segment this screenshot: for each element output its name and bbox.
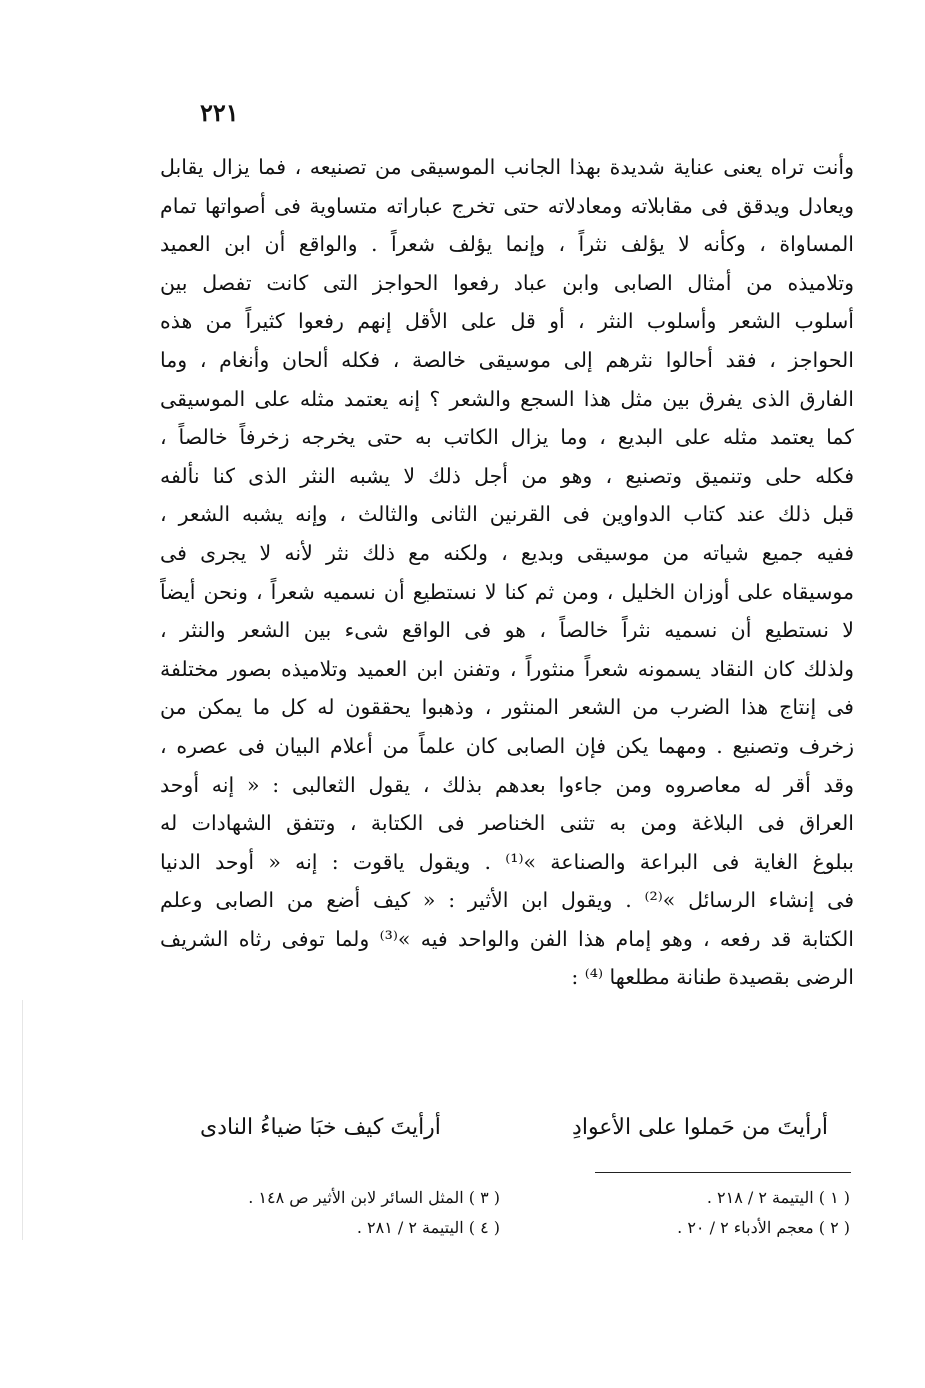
footnotes: [200, 1183, 850, 1243]
footnote-2: ( ٢ ) معجم الأدباء ٢ / ٢٠ .: [677, 1218, 850, 1237]
text-line: فى إنشاء الرسائل »⁽²⁾ . ويقول ابن الأثير : « كيف أضع من الصابى وعلم: [160, 888, 854, 913]
body-text: [160, 148, 854, 997]
text-line: الفارق الذى يفرق بين مثل هذا السجع والشعر ؟ إنه يعتمد مثله على الموسيقى: [160, 386, 854, 411]
footnote-divider: [595, 1172, 851, 1173]
scan-margin-line: [22, 1000, 23, 1240]
text-line: لا نستطيع أن نسميه نثراً خالصاً ، هو فى الواقع شىء بين الشعر والنثر ،: [160, 618, 854, 643]
page-number: ٢٢١: [200, 98, 239, 127]
text-line: ففيه جميع شياته من موسيقى وبديع ، ولكنه مع ذلك نثر لأنه لا يجرى فى: [160, 540, 854, 565]
text-line: ويعادل ويدقق فى مقابلاته ومعادلاته حتى تخرج عباراته متساوية فى أصواتها تمام: [160, 193, 854, 218]
text-line: زخرف وتصنيع . ومهما يكن فإن الصابى كان علماً من أعلام البيان فى عصره ،: [160, 733, 854, 758]
text-line: وأنت تراه يعنى عناية شديدة بهذا الجانب الموسيقى من تصنيعه ، فما يزال يقابل: [160, 155, 854, 179]
text-line: العراق فى البلاغة ومن به تثنى الخناصر فى الكتابة ، وتتفق الشهادات له: [160, 811, 854, 836]
text-line: الكتابة قد رفعه ، وهو إمام هذا الفن والواحد فيه »⁽³⁾ ولما توفى رثاه الشريف: [160, 926, 854, 951]
text-line-last: الرضى بقصيدة طنانة مطلعها ⁽⁴⁾ :: [571, 965, 854, 990]
verse-first-hemistich: أرأيتَ من حَملوا على الأعوادِ: [572, 1115, 828, 1140]
text-line: موسيقاه على أوزان الخليل ، ومن ثم كنا لا نستطيع أن نسميه شعراً ، ونحن أيضاً: [160, 579, 854, 604]
footnote-3: ( ٣ ) المثل السائر لابن الأثير ص ١٤٨ .: [248, 1188, 500, 1207]
text-line: وقد أقر له معاصروه ومن جاءوا بعدهم بذلك ، يقول الثعالبى : « إنه أوحد: [160, 772, 854, 797]
text-line: كما يعتمد مثله على البديع ، وما يزال الكاتب به حتى يخرجه زخرفاً خالصاً ،: [160, 425, 854, 450]
footnote-4: ( ٤ ) اليتيمة ٢ / ٢٨١ .: [356, 1218, 500, 1237]
poem-verse: [200, 1108, 828, 1148]
text-line: ببلوغ الغاية فى البراعة والصناعة »⁽¹⁾ . ويقول ياقوت : إنه « أوحد الدنيا: [160, 849, 854, 874]
text-line: وتلاميذه من أمثال الصابى وابن عباد رفعوا الحواجز التى كانت تفصل بين: [160, 270, 854, 295]
footnote-1: ( ١ ) اليتيمة ٢ / ٢١٨ .: [706, 1188, 850, 1207]
text-line: المساواة ، وكأنه لا يؤلف نثراً ، وإنما يؤلف شعراً . والواقع أن ابن العميد: [160, 232, 854, 257]
text-line: أسلوب الشعر وأسلوب النثر ، أو قل على الأقل إنهم رفعوا كثيراً من هذه: [160, 309, 854, 334]
text-line: فى إنتاج هذا الضرب من الشعر المنثور ، وذهبوا يحققون له كل ما يمكن من: [160, 695, 854, 720]
verse-second-hemistich: أرأيتَ كيف خبَا ضياءُ النادى: [200, 1115, 441, 1140]
text-line: الحواجز ، فقد أحالوا نثرهم إلى موسيقى خالصة ، فكله ألحان وأنغام ، وما: [160, 347, 854, 372]
text-line: ولذلك كان النقاد يسمونه شعراً منثوراً ، وتفنن ابن العميد وتلاميذه بصور مختلفة: [160, 656, 854, 681]
text-line: قبل ذلك عند كتاب الدواوين فى القرنين الثانى والثالث ، وإنه يشبه الشعر ،: [160, 502, 854, 527]
text-line: فكله حلى وتنميق وتصنيع ، وهو من أجل ذلك لا يشبه النثر الذى كنا نألفه: [160, 463, 854, 488]
